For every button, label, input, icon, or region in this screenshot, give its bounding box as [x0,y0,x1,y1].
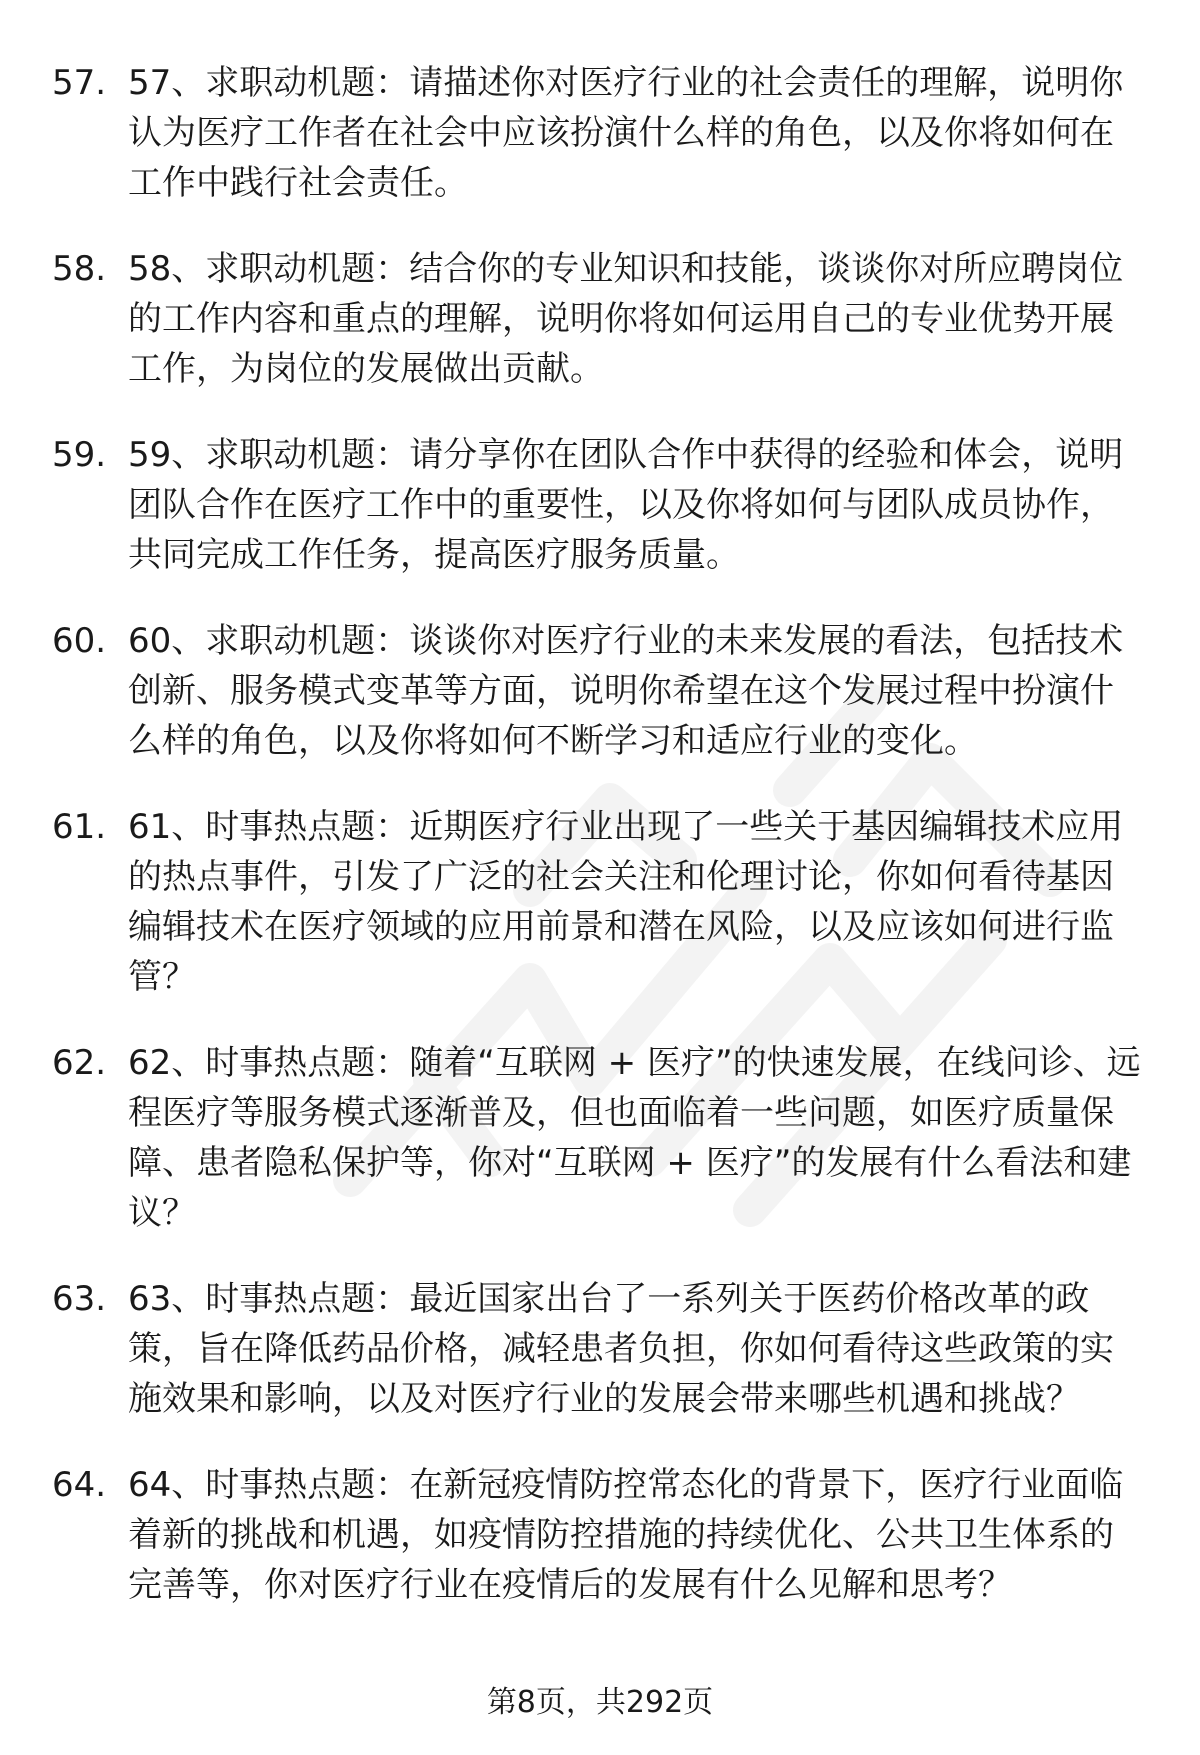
question-text: 63、时事热点题：最近国家出台了一系列关于医药价格改革的政策，旨在降低药品价格，减轻患者负担，你如何看待这些政策的实施效果和影响，以及对医疗行业的发展会带来哪些机遇和挑战？ [128,1279,1114,1419]
question-number: 60. [52,621,107,661]
question-item [52,430,1152,580]
question-text: 58、求职动机题：结合你的专业知识和技能，谈谈你对所应聘岗位的工作内容和重点的理解，说明你将如何运用自己的专业优势开展工作，为岗位的发展做出贡献。 [128,249,1124,389]
question-item [52,802,1152,1002]
question-text: 64、时事热点题：在新冠疫情防控常态化的背景下，医疗行业面临着新的挑战和机遇，如疫情防控措施的持续优化、公共卫生体系的完善等，你对医疗行业在疫情后的发展有什么见解和思考？ [128,1465,1124,1605]
question-number: 61. [52,807,107,847]
question-item [52,58,1152,208]
question-text: 62、时事热点题：随着“互联网 + 医疗”的快速发展，在线问诊、远程医疗等服务模式逐渐普及，但也面临着一些问题，如医疗质量保障、患者隐私保护等，你对“互联网 + 医疗”的发展有什么看法和建议？ [128,1043,1141,1233]
question-item [52,244,1152,394]
question-number: 57. [52,63,107,103]
question-number: 58. [52,249,107,289]
question-item [52,1274,1152,1424]
question-text: 61、时事热点题：近期医疗行业出现了一些关于基因编辑技术应用的热点事件，引发了广泛的社会关注和伦理讨论，你如何看待基因编辑技术在医疗领域的应用前景和潜在风险，以及应该如何进行监管？ [128,807,1124,997]
question-item [52,1038,1152,1238]
question-text: 57、求职动机题：请描述你对医疗行业的社会责任的理解，说明你认为医疗工作者在社会中应该扮演什么样的角色，以及你将如何在工作中践行社会责任。 [128,63,1124,203]
question-text: 60、求职动机题：谈谈你对医疗行业的未来发展的看法，包括技术创新、服务模式变革等方面，说明你希望在这个发展过程中扮演什么样的角色，以及你将如何不断学习和适应行业的变化。 [128,621,1124,761]
question-list [52,58,1152,1646]
question-number: 63. [52,1279,107,1319]
question-item [52,616,1152,766]
question-number: 62. [52,1043,107,1083]
page-number-footer: 第8页，共292页 [486,1685,714,1720]
question-number: 64. [52,1465,107,1505]
question-number: 59. [52,435,107,475]
question-item [52,1460,1152,1610]
question-text: 59、求职动机题：请分享你在团队合作中获得的经验和体会，说明团队合作在医疗工作中的重要性，以及你将如何与团队成员协作，共同完成工作任务，提高医疗服务质量。 [128,435,1124,575]
